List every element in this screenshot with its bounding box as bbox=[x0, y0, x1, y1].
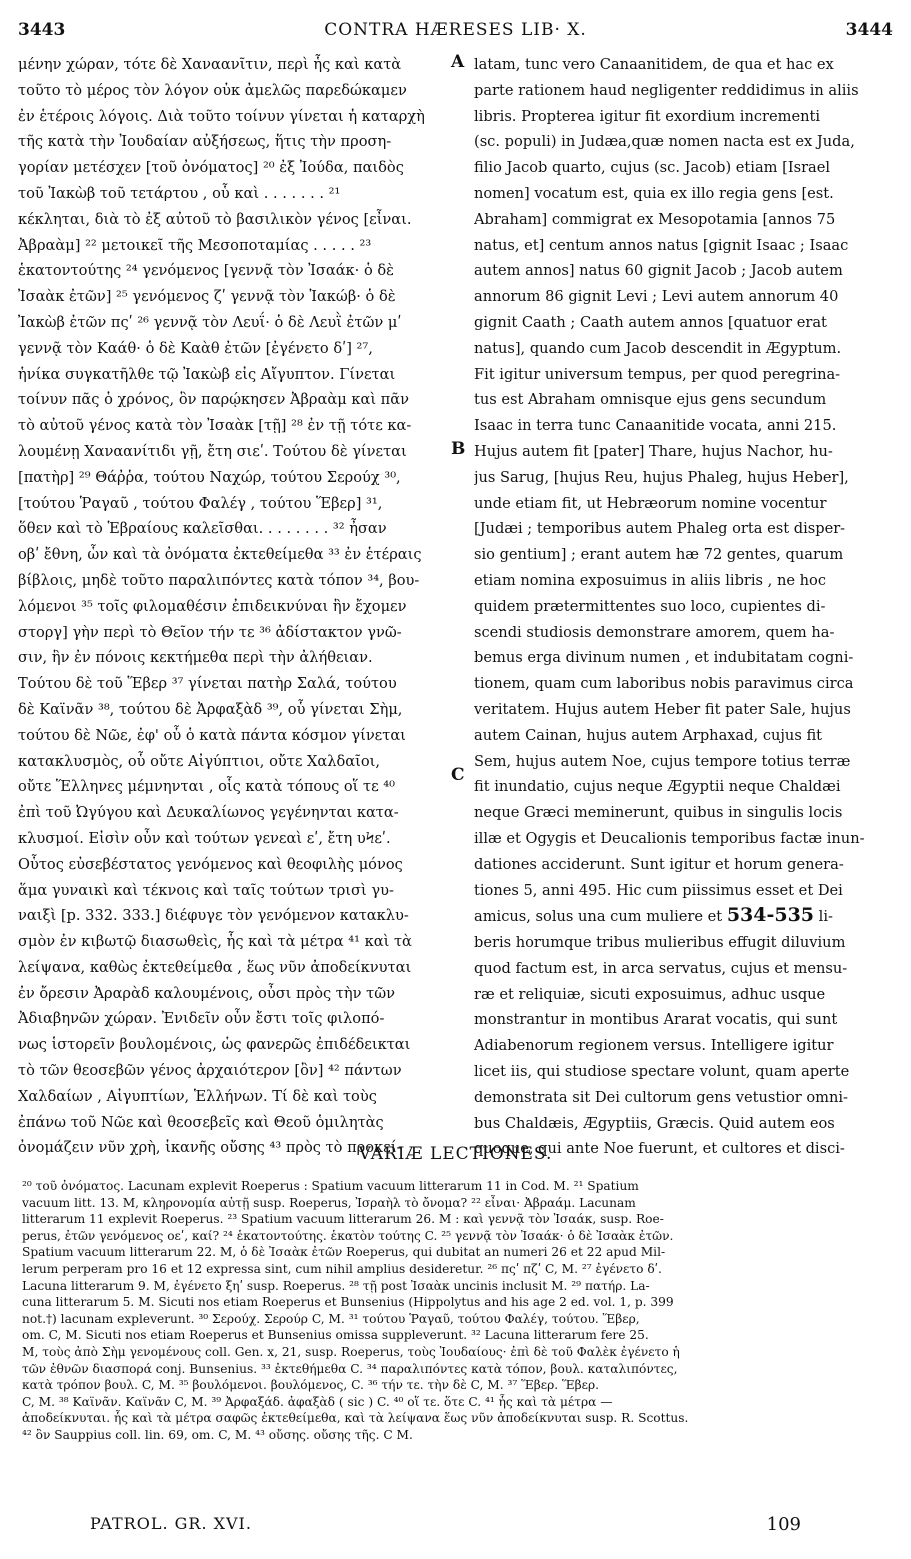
note-line: Spatium vacuum litterarum 22. M, ὁ δὲ Ἰσαὰκ ἐτῶν Roeperus, qui dubitat an numeri 26 et 22 apud Mil- bbox=[22, 1245, 666, 1260]
note-line: τῶν ἐθνῶν διασπορά conj. Bunsenius. ³³ ἐκτεθήμεθα C. ³⁴ παραλιπόντες κατὰ τόπον, βουλ. καταλιπόντες, bbox=[22, 1361, 678, 1376]
latin-line: quidem prætermittentes suo loco, cupientes di- bbox=[474, 597, 826, 615]
latin-line: autem Cainan, hujus autem Arphaxad, cujus fit bbox=[474, 726, 823, 744]
note-line: C, M. ³⁸ Καϊνᾶν. Καϊνᾶν C, M. ³⁹ Ἀρφαξάδ. ἀφαξὰδ ( sic ) C. ⁴⁰ οἵ τε. ὅτε C. ⁴¹ ἧς καὶ τὰ μέτρα — bbox=[22, 1394, 613, 1409]
margin-marker-b: B bbox=[451, 439, 466, 459]
margin-marker-c: C bbox=[451, 765, 465, 785]
latin-line: parte rationem haud negligenter reddidimus in aliis bbox=[474, 81, 859, 99]
latin-line: fit inundatio, cujus neque Ægyptii neque Chaldæi bbox=[474, 778, 841, 796]
left-page-number: 3443 bbox=[18, 20, 66, 40]
latin-line: tus est Abraham omnisque ejus gens secundum bbox=[474, 391, 827, 409]
latin-line: latam, tunc vero Canaanitidem, de qua et hac ex bbox=[474, 56, 834, 73]
greek-line: οὔτε Ἕλληνες μέμνηνται , οἷς κατὰ τόπους οἵ τε ⁴⁰ bbox=[18, 778, 396, 796]
latin-line: Abraham] commigrat ex Mesopotamia [annos 75 bbox=[474, 210, 836, 228]
greek-line: νως ἱστορεῖν βουλομένοις, ὡς φανερῶς ἐπιδέδεικται bbox=[18, 1036, 411, 1054]
latin-line: ræ et reliquiæ, sicuti exposuimus, adhuc usque bbox=[474, 985, 826, 1003]
note-line: perus, ἐτῶν γενόμενος οεʹ, καί? ²⁴ ἑκατοντούτης. ἑκατὸν τούτης C. ²⁵ γεννᾷ τὸν Ἰσαάκ· ὁ δὲ Ἰσαὰκ ἐτῶν. bbox=[22, 1228, 674, 1243]
latin-line: bemus erga divinum numen , et indubitatam cogni- bbox=[474, 649, 854, 667]
latin-line-tail: li- bbox=[818, 908, 833, 926]
note-line: ²⁰ τοῦ ὀνόματος. Lacunam explevit Roeperus : Spatium vacuum litterarum 11 in Cod. M. ²¹ Spatium bbox=[22, 1179, 639, 1193]
note-line: ⁴² ὂν Sauppius coll. lin. 69, om. C, M. ⁴³ οὔσης. οὔσης τῆς. C M. bbox=[22, 1427, 413, 1442]
right-page-number: 3444 bbox=[845, 20, 893, 40]
note-line: vacuum litt. 13. M, κληρονομία αὐτῇ susp. Roeperus, Ἰσραὴλ τὸ ὄνομα? ²² εἶναι· Ἀβραάμ. Lacunam bbox=[22, 1195, 636, 1210]
greek-line: ἐπάνω τοῦ Νῶε καὶ θεοσεβεῖς καὶ Θεοῦ ὁμιλητὰς bbox=[18, 1113, 384, 1131]
greek-line: τὸ τῶν θεοσεβῶν γένος ἀρχαιότερον [ὂν] ⁴² πάντων bbox=[18, 1062, 402, 1080]
note-line: litterarum 11 explevit Roeperus. ²³ Spatium vacuum litterarum 26. M : καὶ γεννᾷ τὸν Ἰσαάκ, susp. Roe- bbox=[22, 1212, 664, 1227]
latin-line: tiones 5, anni 495. Hic cum piissimus esset et Dei bbox=[474, 881, 843, 899]
latin-line: natus, et] centum annos natus [gignit Isaac ; Isaac bbox=[474, 236, 849, 254]
running-title: CONTRA HÆRESES LIB· X. bbox=[324, 20, 587, 40]
greek-line: τοίνυν πᾶς ὁ χρόνος, ὃν παρῴκησεν Ἀβραὰμ καὶ πᾶν bbox=[18, 391, 410, 409]
latin-line bbox=[474, 903, 894, 930]
latin-line: [Judæi ; temporibus autem Phaleg orta est disper- bbox=[474, 520, 846, 538]
latin-line: bus Chaldæis, Ægyptiis, Græcis. Quid autem eos bbox=[474, 1114, 835, 1132]
page-reference: 534-535 bbox=[726, 904, 815, 927]
latin-line: annorum 86 gignit Levi ; Levi autem annorum 40 bbox=[474, 288, 839, 306]
latin-column bbox=[474, 52, 894, 1162]
greek-line: τούτου δὲ Νῶε, ἐφ' οὗ ὁ κατὰ πάντα κόσμον γίνεται bbox=[18, 726, 406, 744]
greek-line: τοῦτο τὸ μέρος τὸν λόγον οὐκ ἀμελῶς παρεδώκαμεν bbox=[18, 81, 407, 99]
latin-line-text: amicus, solus una cum muliere et bbox=[474, 908, 723, 926]
note-line: ἀποδείκνυται. ἧς καὶ τὰ μέτρα σαφῶς ἐκτεθείμεθα, καὶ τὰ λείψανα ἕως νῦν ἀποδείκνυται susp. R. Scottus. bbox=[22, 1411, 689, 1426]
note-line: om. C, M. Sicuti nos etiam Roeperus et Bunsenius omissa suppleverunt. ³² Lacuna litterarum fere 25. bbox=[22, 1328, 649, 1343]
latin-line: libris. Propterea igitur fit exordium incrementi bbox=[474, 107, 821, 125]
greek-line: μένην χώραν, τότε δὲ Χαναανῖτιν, περὶ ἧς καὶ κατὰ bbox=[18, 56, 402, 73]
latin-line: gignit Caath ; Caath autem annos [quatuor erat bbox=[474, 313, 827, 331]
greek-line: τῆς κατὰ τὴν Ἰουδαίαν αὐξήσεως, ἥτις τὴν προση- bbox=[18, 133, 392, 151]
greek-line: κατακλυσμὸς, οὗ οὔτε Αἰγύπτιοι, οὔτε Χαλδαῖοι, bbox=[18, 752, 381, 770]
greek-line: Ἰσαὰκ ἐτῶν] ²⁵ γενόμενος ζʹ γεννᾷ τὸν Ἰακώβ· ὁ δὲ bbox=[18, 288, 396, 306]
latin-line: beris horumque tribus mulieribus effugit diluvium bbox=[474, 934, 846, 952]
greek-line: Ἀβραὰμ] ²² μετοικεῖ τῆς Μεσοποταμίας . . . . . ²³ bbox=[18, 236, 372, 254]
latin-line: etiam nomina exposuimus in aliis libris , ne hoc bbox=[474, 571, 826, 589]
greek-line: Ἰακὼβ ἐτῶν πςʹ ²⁶ γεννᾷ τὸν Λευΐ· ὁ δὲ Λευῒ ἐτῶν μʹ bbox=[18, 313, 402, 331]
greek-column bbox=[18, 52, 446, 1161]
greek-line: ἑκατοντούτης ²⁴ γενόμενος [γεννᾷ τὸν Ἰσαάκ· ὁ δὲ bbox=[18, 262, 394, 280]
greek-line: ἐπὶ τοῦ Ὠγύγου καὶ Δευκαλίωνος γεγένηνται κατα- bbox=[18, 804, 399, 822]
greek-line: λείψανα, καθὼς ἐκτεθείμεθα , ἕως νῦν ἀποδείκνυται bbox=[18, 958, 412, 976]
greek-line: λόμενοι ³⁵ τοῖς φιλομαθέσιν ἐπιδεικνύναι ἣν ἔχομεν bbox=[18, 597, 407, 615]
greek-line: ἅμα γυναικὶ καὶ τέκνοις καὶ ταῖς τούτων τρισὶ γυ- bbox=[18, 881, 394, 899]
greek-line: κλυσμοί. Εἰσὶν οὖν καὶ τούτων γενεαὶ εʹ, ἔτη υϞεʹ. bbox=[18, 829, 391, 847]
latin-line: demonstrata sit Dei cultorum gens vetustior omni- bbox=[474, 1088, 848, 1106]
note-line: κατὰ τρόπον βουλ. C, M. ³⁵ βουλόμενοι. βουλόμενος, C. ³⁶ τήν τε. τὴν δὲ C, M. ³⁷ Ἕβερ. Ἕβερ. bbox=[22, 1378, 600, 1393]
greek-line: Τούτου δὲ τοῦ Ἕβερ ³⁷ γίνεται πατὴρ Σαλά, τούτου bbox=[18, 675, 397, 693]
latin-line: monstrantur in montibus Ararat vocatis, qui sunt bbox=[474, 1011, 838, 1029]
greek-line: γορίαν μετέσχεν [τοῦ ὀνόματος] ²⁰ ἐξ Ἰούδα, παιδὸς bbox=[18, 159, 404, 177]
series-label: PATROL. GR. XVI. bbox=[90, 1514, 252, 1533]
greek-line: ναιξὶ [p. 332. 333.] διέφυγε τὸν γενόμενον κατακλυ- bbox=[18, 907, 409, 925]
latin-line: veritatem. Hujus autem Heber fit pater Sale, hujus bbox=[474, 700, 851, 718]
latin-line: (sc. populi) in Judæa,quæ nomen nacta est ex Juda, bbox=[474, 133, 855, 151]
latin-line: scendi studiosis demonstrare amorem, quem ha- bbox=[474, 623, 835, 641]
running-header bbox=[18, 20, 893, 48]
variae-lectiones-title: VARIÆ LECTIONES. bbox=[358, 1144, 553, 1164]
latin-line: Adiabenorum regionem versus. Intelligere igitur bbox=[474, 1037, 834, 1055]
greek-line: βίβλοις, μηδὲ τοῦτο παραλιπόντες κατὰ τόπον ³⁴, βου- bbox=[18, 571, 420, 589]
note-line: cuna litterarum 5. M. Sicuti nos etiam Roeperus et Bunsenius (Hippolytus and his age 2 ed. vol. 1, p. 399 bbox=[22, 1295, 674, 1310]
greek-line: στοργ] γὴν περὶ τὸ Θεῖον τήν τε ³⁶ ἀδίστακτον γνῶ- bbox=[18, 623, 402, 641]
latin-line: jus Sarug, [hujus Reu, hujus Phaleg, hujus Heber], bbox=[474, 468, 849, 486]
greek-line: δὲ Καϊνᾶν ³⁸, τούτου δὲ Ἀρφαξὰδ ³⁹, οὗ γίνεται Σὴμ, bbox=[18, 700, 403, 718]
margin-marker-a: A bbox=[451, 52, 465, 72]
latin-line: sio gentium] ; erant autem hæ 72 gentes, quarum bbox=[474, 546, 844, 564]
latin-line: Hujus autem fit [pater] Thare, hujus Nachor, hu- bbox=[474, 442, 833, 460]
greek-line: σιν, ἣν ἐν πόνοις κεκτήμεθα περὶ τὴν ἀλήθειαν. bbox=[18, 649, 373, 667]
note-line: Lacuna litterarum 9. M, ἐγένετο ξηʹ susp. Roeperus. ²⁸ τῇ post Ἰσαὰκ uncinis inclusit M. ²⁹ πατήρ. La- bbox=[22, 1278, 650, 1293]
note-line: lerum perperam pro 16 et 12 expressa sint, cum nihil amplius desideretur. ²⁶ πςʹ πζʹ C, M. ²⁷ ἐγένετο δʹ. bbox=[22, 1261, 662, 1276]
latin-line: dationes acciderunt. Sunt igitur et horum genera- bbox=[474, 855, 844, 873]
latin-line: autem annos] natus 60 gignit Jacob ; Jacob autem bbox=[474, 262, 843, 280]
latin-line: natus], quando cum Jacob descendit in Ægyptum. bbox=[474, 339, 842, 357]
greek-line: [πατὴρ] ²⁹ Θάῤῥα, τούτου Ναχώρ, τούτου Σερούχ ³⁰, bbox=[18, 468, 401, 486]
greek-line: τὸ αὐτοῦ γένος κατὰ τὸν Ἰσαὰκ [τῇ] ²⁸ ἐν τῇ τότε κα- bbox=[18, 417, 412, 435]
greek-line: οβʹ ἔθνη, ὧν καὶ τὰ ὀνόματα ἐκτεθείμεθα ³³ ἐν ἑτέραις bbox=[18, 546, 422, 564]
latin-line: nomen] vocatum est, quia ex illo regia gens [est. bbox=[474, 184, 834, 202]
greek-line: γεννᾷ τὸν Καάθ· ὁ δὲ Καὰθ ἐτῶν [ἐγένετο δʹ] ²⁷, bbox=[18, 339, 373, 357]
sheet-number: 109 bbox=[766, 1514, 801, 1535]
note-line: not.†) lacunam expleverunt. ³⁰ Σερούχ. Σερούρ C, M. ³¹ τούτου Ῥαγαῦ, τούτου Φαλέγ, τούτου. Ἕβερ, bbox=[22, 1311, 640, 1326]
greek-line: σμὸν ἐν κιβωτῷ διασωθεὶς, ἧς καὶ τὰ μέτρα ⁴¹ καὶ τὰ bbox=[18, 933, 412, 951]
variant-readings bbox=[22, 1178, 890, 1444]
greek-line: Χαλδαίων , Αἰγυπτίων, Ἑλλήνων. Τί δὲ καὶ τοὺς bbox=[18, 1087, 377, 1105]
page-footer bbox=[90, 1514, 801, 1544]
greek-line: Ἀδιαβηνῶν χώραν. Ἐνιδεῖν οὖν ἔστι τοῖς φιλοπό- bbox=[18, 1010, 385, 1028]
latin-line: filio Jacob quarto, cujus (sc. Jacob) etiam [Israel bbox=[474, 159, 831, 177]
latin-line: Sem, hujus autem Noe, cujus tempore totius terræ bbox=[474, 752, 851, 770]
greek-line: ὅθεν καὶ τὸ Ἑβραίους καλεῖσθαι. . . . . . . . ³² ἦσαν bbox=[18, 520, 387, 538]
latin-line: neque Græci meminerunt, quibus in singulis locis bbox=[474, 804, 843, 822]
greek-line: ἡνίκα συγκατῆλθε τῷ Ἰακὼβ εἰς Αἴγυπτον. Γίνεται bbox=[18, 365, 396, 383]
greek-line: κέκληται, διὰ τὸ ἐξ αὐτοῦ τὸ βασιλικὸν γένος [εἶναι. bbox=[18, 210, 412, 228]
note-line: M, τοὺς ἀπὸ Σὴμ γενομένους coll. Gen. x, 21, susp. Roeperus, τοὺς Ἰουδαίους· ἐπὶ δὲ τοῦ Φαλὲκ ἐγένετο ἡ bbox=[22, 1344, 680, 1359]
latin-line: illæ et Ogygis et Deucalionis temporibus factæ inun- bbox=[474, 829, 865, 847]
greek-line: [τούτου Ῥαγαῦ , τούτου Φαλέγ , τούτου Ἕβερ] ³¹, bbox=[18, 494, 383, 512]
greek-line: ἐν ὄρεσιν Ἀραρὰδ καλουμένοις, οὖσι πρὸς τὴν τῶν bbox=[18, 984, 395, 1002]
greek-line: λουμένῃ Χαναανίτιδι γῇ, ἔτη σιεʹ. Τούτου δὲ γίνεται bbox=[18, 442, 407, 460]
latin-line: Fit igitur universum tempus, per quod peregrina- bbox=[474, 365, 841, 383]
greek-line: Οὗτος εὐσεβέστατος γενόμενος καὶ θεοφιλὴς μόνος bbox=[18, 855, 403, 873]
latin-line: Isaac in terra tunc Canaanitide vocata, anni 215. bbox=[474, 417, 837, 435]
latin-line: unde etiam fit, ut Hebræorum nomine vocentur bbox=[474, 494, 827, 512]
greek-line: τοῦ Ἰακὼβ τοῦ τετάρτου , οὗ καὶ . . . . . . . ²¹ bbox=[18, 184, 341, 202]
latin-line: quod factum est, in arca servatus, cujus et mensu- bbox=[474, 959, 848, 977]
greek-line: ὀνομάζειν νῦν χρὴ, ἱκανῆς οὔσης ⁴³ πρὸς τὸ προκεί- bbox=[18, 1139, 402, 1157]
latin-line: licet iis, qui studiose spectare volunt, quam aperte bbox=[474, 1063, 850, 1081]
greek-line: ἐν ἑτέροις λόγοις. Διὰ τοῦτο τοίνυν γίνεται ἡ καταρχὴ bbox=[18, 107, 425, 125]
latin-line: tionem, quam cum laboribus nobis paravimus circa bbox=[474, 675, 854, 693]
latin-line: quoque, qui ante Noe fuerunt, et cultores et disci- bbox=[474, 1140, 845, 1158]
